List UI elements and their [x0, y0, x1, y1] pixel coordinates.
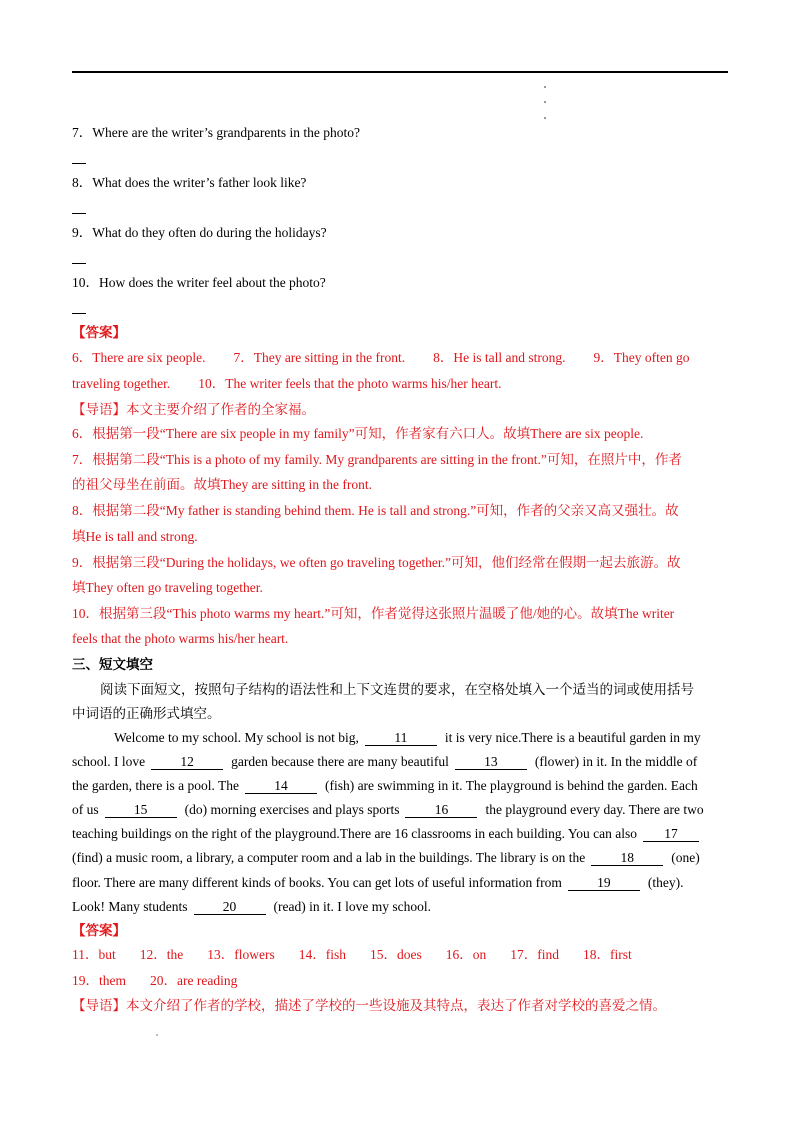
- blank-20: 20: [194, 899, 266, 915]
- passage-line: Look! Many students 20 (read) in it. I love my school.: [72, 899, 431, 914]
- guide-text: 【导语】本文主要介绍了作者的全家福。: [72, 402, 315, 417]
- answers-line: 11．but 12．the 13．flowers 14．fish 15．does 16．on 17．find 18．first: [72, 947, 632, 962]
- section-instruction-cont: 中词语的正确形式填空。: [72, 706, 221, 721]
- question-7: 7．Where are the writer’s grandparents in the photo?: [72, 125, 361, 140]
- explanation-8: 8．根据第二段“My father is standing behind them. He is tall and strong.”可知，作者的父亲又高又强壮。故: [72, 503, 679, 518]
- header-dot: [544, 101, 546, 103]
- blank-12: 12: [151, 754, 223, 770]
- answers-line: 6．There are six people. 7．They are sitting in the front. 8．He is tall and strong. 9．They often go: [72, 350, 690, 365]
- blank-15: 15: [105, 802, 177, 818]
- explanation-6: 6．根据第一段“There are six people in my family”可知，作者家有六口人。故填There are six people.: [72, 426, 644, 441]
- explanation-7: 7．根据第二段“This is a photo of my family. My grandparents are sitting in the front.”可知，在照片中，作者: [72, 452, 682, 467]
- answer-stub: [72, 263, 86, 264]
- answers-line: 19．them 20．are reading: [72, 973, 238, 988]
- answer-stub: [72, 213, 86, 214]
- question-8: 8．What does the writer’s father look like?: [72, 175, 307, 190]
- explanation-10-cont: feels that the photo warms his/her heart.: [72, 631, 289, 646]
- passage-line: teaching buildings on the right of the playground.There are 16 classrooms in each building. You can also 17: [72, 825, 699, 843]
- guide-text: 【导语】本文介绍了作者的学校，描述了学校的一些设施及其特点，表达了作者对学校的喜爱之情。: [72, 998, 666, 1013]
- passage-line: the garden, there is a pool. The 14 (fish) are swimming in it. The playground is behind the garden. Each: [72, 778, 698, 793]
- explanation-9-cont: 填They often go traveling together.: [72, 580, 263, 595]
- header-dot: [544, 86, 546, 88]
- passage-line: school. I love 12 garden because there are many beautiful 13 (flower) in it. In the middle of: [72, 754, 698, 769]
- question-10: 10．How does the writer feel about the photo?: [72, 275, 326, 290]
- question-9: 9．What do they often do during the holidays?: [72, 225, 327, 240]
- passage-line: of us 15 (do) morning exercises and plays sports 16 the playground every day. There are two: [72, 802, 704, 817]
- explanation-9: 9．根据第三段“During the holidays, we often go traveling together.”可知，他们经常在假期一起去旅游。故: [72, 555, 681, 570]
- blank-16: 16: [405, 802, 477, 818]
- blank-14: 14: [245, 778, 317, 794]
- blank-17: 17: [643, 826, 699, 842]
- blank-11: 11: [365, 730, 437, 746]
- answer-label: 【答案】: [72, 325, 126, 340]
- section-instruction: 阅读下面短文，按照句子结构的语法性和上下文连贯的要求，在空格处填入一个适当的词或使用括号: [100, 682, 694, 697]
- blank-18: 18: [591, 850, 663, 866]
- passage-line: (find) a music room, a library, a computer room and a lab in the buildings. The library is on the 18 (one): [72, 850, 700, 865]
- passage-line: Welcome to my school. My school is not big, 11 it is very nice.There is a beautiful garden in my: [114, 730, 701, 745]
- answers-line: traveling together. 10．The writer feels that the photo warms his/her heart.: [72, 376, 502, 391]
- explanation-8-cont: 填He is tall and strong.: [72, 529, 198, 544]
- header-dot: [544, 117, 546, 119]
- header-rule: [72, 71, 728, 73]
- answer-stub: [72, 163, 86, 164]
- answer-label: 【答案】: [72, 923, 126, 938]
- explanation-7-cont: 的祖父母坐在前面。故填They are sitting in the front.: [72, 477, 372, 492]
- blank-19: 19: [568, 875, 640, 891]
- section-title: 三、短文填空: [72, 657, 153, 672]
- explanation-10: 10．根据第三段“This photo warms my heart.”可知，作者觉得这张照片温暖了他/她的心。故填The writer: [72, 606, 675, 621]
- blank-13: 13: [455, 754, 527, 770]
- answer-stub: [72, 313, 86, 314]
- passage-line: floor. There are many different kinds of books. You can get lots of useful information from 19 (they).: [72, 875, 684, 890]
- page-dot: [156, 1034, 158, 1036]
